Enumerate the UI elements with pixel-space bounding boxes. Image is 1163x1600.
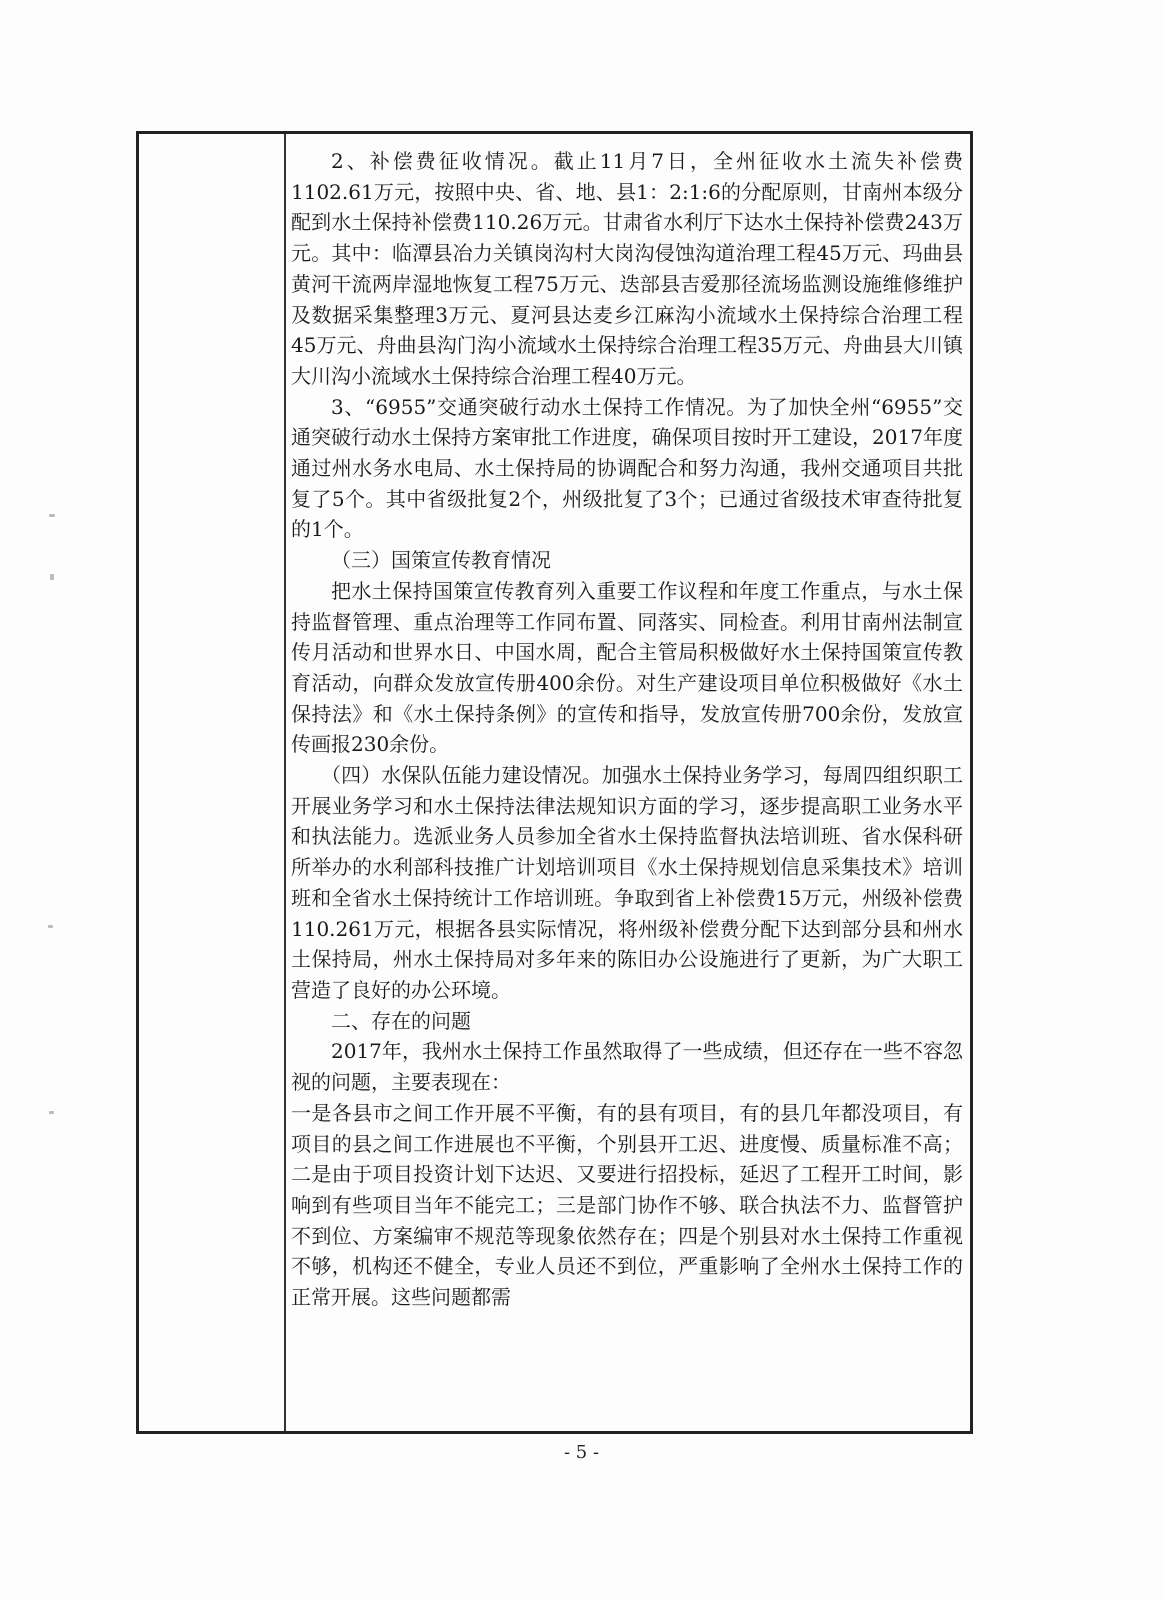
heading-policy-education: （三）国策宣传教育情况 — [331, 548, 551, 573]
scan-speck — [49, 1111, 54, 1114]
paragraph-problems-list: 一是各县市之间工作开展不平衡，有的县有项目，有的县几年都没项目，有项目的县之间工作进展也不平衡，个别县开工迟、进度慢、质量标准不高；二是由于项目投资计划下达迟、又要进行招投标，延迟了工程开工时间，影响到有些项目当年不能完工；三是部门协作不够、联合执法不力、监督管护不到位、方案编审不规范等现象依然存在；四是个别县对水土保持工作重视不够，机构还不健全，专业人员还不到位，严重影响了全州水土保持工作的正常开展。这些问题都需 — [291, 1100, 963, 1310]
paragraph-problems-intro: 2017年，我州水土保持工作虽然取得了一些成绩，但还存在一些不容忽视的问题，主要表现在： — [291, 1039, 963, 1095]
scan-speck — [50, 574, 54, 580]
table-frame — [136, 131, 973, 1434]
paragraph-compensation-fees: 2、补偿费征收情况。截止11月7日，全州征收水土流失补偿费1102.61万元，按照中央、省、地、县1：2:1:6的分配原则，甘南州本级分配到水土保持补偿费110.26万元。甘肃省水利厅下达水土保持补偿费243万元。其中：临潭县冶力关镇岗沟村大岗沟侵蚀沟道治理工程45万元、玛曲县黄河干流两岸湿地恢复工程75万元、迭部县吉爱那径流场监测设施维修维护及数据采集整理3万元、夏河县达麦乡江麻沟小流域水土保持综合治理工程45万元、舟曲县沟门沟小流域水土保持综合治理工程35万元、舟曲县大川镇大川沟小流域水土保持综合治理工程40万元。 — [291, 149, 963, 388]
scan-speck — [49, 514, 55, 517]
scan-speck — [48, 925, 53, 928]
paragraph-policy-education: 把水土保持国策宣传教育列入重要工作议程和年度工作重点，与水土保持监督管理、重点治理等工作同布置、同落实、同检查。利用甘南州法制宣传月活动和世界水日、中国水周，配合主管局积极做好水土保持国策宣传教育活动，向群众发放宣传册400余份。对生产建设项目单位积极做好《水土保持法》和《水土保持条例》的宣传和指导，发放宣传册700余份，发放宣传画报230余份。 — [291, 578, 963, 757]
heading-existing-problems: 二、存在的问题 — [331, 1008, 471, 1033]
table-content-cell — [291, 146, 963, 1313]
page-number: - 5 - — [563, 1442, 600, 1463]
table-left-column — [139, 134, 286, 1431]
paragraph-team-building: （四）水保队伍能力建设情况。加强水土保持业务学习，每周四组织职工开展业务学习和水土保持法律法规知识方面的学习，逐步提高职工业务水平和执法能力。选派业务人员参加全省水土保持监督执法培训班、省水保科研所举办的水利部科技推广计划培训项目《水土保持规划信息采集技术》培训班和全省水土保持统计工作培训班。争取到省上补偿费15万元，州级补偿费110.261万元，根据各县实际情况，将州级补偿费分配下达到部分县和州水土保持局，州水土保持局对多年来的陈旧办公设施进行了更新，为广大职工营造了良好的办公环境。 — [291, 763, 963, 1002]
paragraph-traffic-action: 3、“6955”交通突破行动水土保持工作情况。为了加快全州“6955”交通突破行动水土保持方案审批工作进度，确保项目按时开工建设，2017年度通过州水务水电局、水土保持局的协调配合和努力沟通，我州交通项目共批复了5个。其中省级批复2个，州级批复了3个；已通过省级技术审查待批复的1个。 — [291, 394, 963, 542]
